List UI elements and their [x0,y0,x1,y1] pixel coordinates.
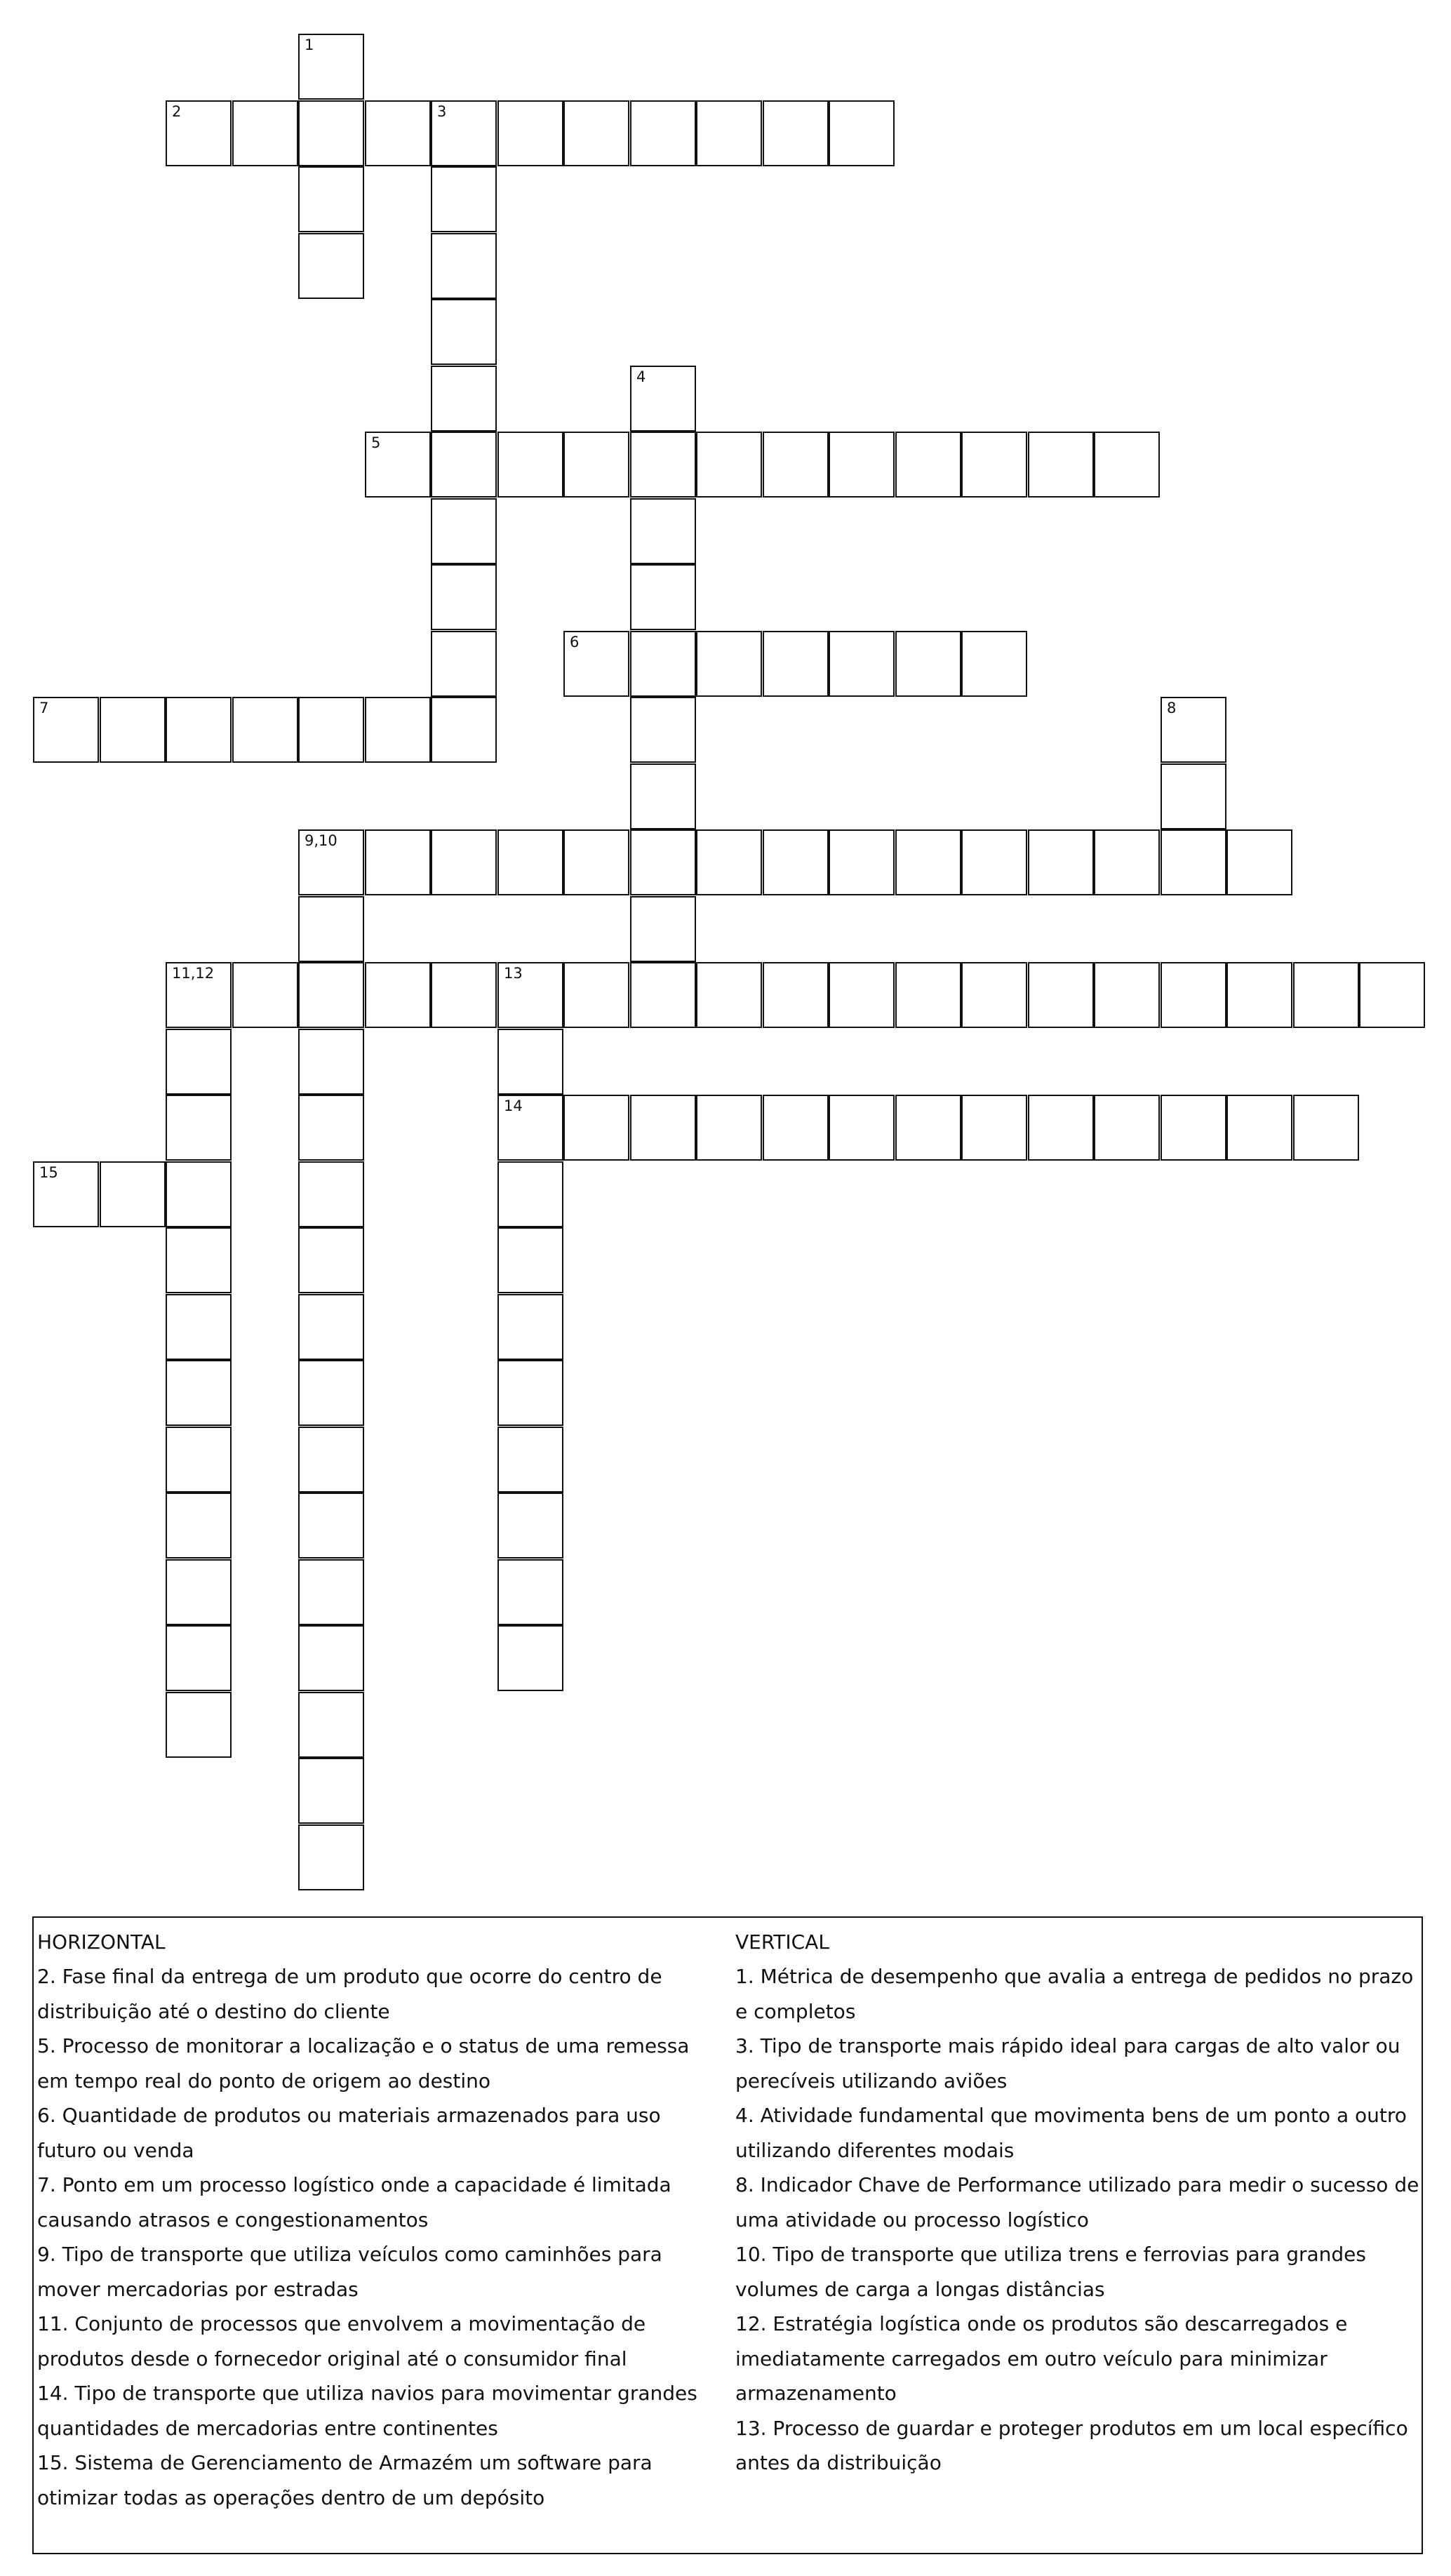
clue-h2: 2. Fase final da entrega de um produto que ocorre do centro de distribuição até o destino do cliente [37,1965,662,2023]
crossword-cell[interactable] [1028,829,1094,895]
crossword-cell[interactable] [232,100,298,166]
crossword-cell[interactable] [298,1294,364,1360]
crossword-cell[interactable] [630,100,696,166]
crossword-cell[interactable] [232,697,298,763]
crossword-cell[interactable] [1028,432,1094,498]
crossword-cell[interactable] [563,829,629,895]
clue-number-num-6: 6 [570,634,580,650]
clue-number-num-11-12: 11,12 [172,965,215,982]
crossword-cell[interactable] [166,1294,232,1360]
clue-v3: 3. Tipo de transporte mais rápido ideal para cargas de alto valor ou perecíveis utilizando aviões [735,2034,1400,2093]
clue-h7: 7. Ponto em um processo logístico onde a capacidade é limitada causando atrasos e congestionamentos [37,2173,671,2231]
crossword-cell[interactable] [298,1029,364,1095]
crossword-cell[interactable] [166,697,232,763]
crossword-cell[interactable] [829,962,895,1028]
crossword-cell[interactable] [298,233,364,299]
clue-v4: 4. Atividade fundamental que movimenta bens de um ponto a outro utilizando diferentes modais [735,2104,1407,2162]
crossword-cell[interactable] [630,829,696,895]
crossword-cell[interactable] [497,100,563,166]
crossword-cell[interactable] [563,1095,629,1161]
clue-h11: 11. Conjunto de processos que envolvem a movimentação de produtos desde o fornecedor original até o consumidor final [37,2312,646,2370]
crossword-cell[interactable] [563,631,629,697]
crossword-cell[interactable] [166,1427,232,1493]
crossword-cell[interactable] [961,1095,1027,1161]
crossword-cell[interactable] [829,829,895,895]
vertical-clue-list [735,1959,1419,2481]
crossword-cell[interactable] [895,432,961,498]
crossword-cell[interactable] [696,631,762,697]
crossword-cell[interactable] [431,233,497,299]
crossword-cell[interactable] [431,166,497,232]
crossword-cell[interactable] [431,962,497,1028]
crossword-cell[interactable] [365,100,431,166]
clue-number-num-13: 13 [504,965,523,982]
crossword-cell[interactable] [961,631,1027,697]
crossword-cell[interactable] [166,1161,232,1227]
crossword-cell[interactable] [166,1360,232,1426]
crossword-cell[interactable] [763,1095,829,1161]
clue-h15: 15. Sistema de Gerenciamento de Armazém um software para otimizar todas as operações dentro de um depósito [37,2451,653,2509]
crossword-cell[interactable] [630,432,696,498]
vertical-clues [735,1925,1419,2481]
crossword-cell[interactable] [961,432,1027,498]
crossword-cell[interactable] [497,962,563,1028]
crossword-cell[interactable] [497,1029,563,1095]
crossword-cell[interactable] [365,432,431,498]
crossword-cell[interactable] [497,1559,563,1625]
crossword-cell[interactable] [829,432,895,498]
clue-number-num-1: 1 [305,36,314,53]
crossword-cell[interactable] [431,366,497,432]
clue-v12: 12. Estratégia logística onde os produtos são descarregados e imediatamente carregados em outro veículo para minimizar armazenamento [735,2312,1348,2405]
crossword-cell[interactable] [431,299,497,365]
crossword-cell[interactable] [298,1095,364,1161]
crossword-cell[interactable] [33,697,99,763]
crossword-cell[interactable] [1161,829,1226,895]
crossword-cell[interactable] [166,1227,232,1293]
crossword-cell[interactable] [298,100,364,166]
clue-number-num-14: 14 [504,1097,523,1114]
crossword-cell[interactable] [298,34,364,100]
crossword-cell[interactable] [166,1692,232,1758]
crossword-cell[interactable] [1161,763,1226,829]
crossword-cell[interactable] [696,1095,762,1161]
crossword-cell[interactable] [1028,962,1094,1028]
crossword-cell[interactable] [431,498,497,564]
crossword-cell[interactable] [763,432,829,498]
crossword-cell[interactable] [696,829,762,895]
crossword-cell[interactable] [298,1559,364,1625]
crossword-cell[interactable] [696,962,762,1028]
crossword-cell[interactable] [895,631,961,697]
crossword-cell[interactable] [1359,962,1425,1028]
crossword-cell[interactable] [763,631,829,697]
clue-number-num-3: 3 [437,103,447,120]
crossword-cell[interactable] [365,829,431,895]
crossword-cell[interactable] [298,1824,364,1890]
crossword-cell[interactable] [431,432,497,498]
crossword-cell[interactable] [33,1161,99,1227]
crossword-cell[interactable] [763,962,829,1028]
clue-number-num-4: 4 [636,368,646,385]
crossword-cell[interactable] [431,564,497,630]
crossword-cell[interactable] [829,631,895,697]
crossword-cell[interactable] [100,1161,166,1227]
crossword-cell[interactable] [1028,1095,1094,1161]
crossword-cell[interactable] [1161,962,1226,1028]
crossword-cell[interactable] [166,1029,232,1095]
clue-h6: 6. Quantidade de produtos ou materiais armazenados para uso futuro ou venda [37,2104,661,2162]
clues-box [32,1916,1423,2554]
crossword-cell[interactable] [961,962,1027,1028]
crossword-cell[interactable] [431,697,497,763]
crossword-cell[interactable] [630,366,696,432]
crossword-cell[interactable] [497,1427,563,1493]
clue-number-num-5: 5 [371,434,381,451]
crossword-cell[interactable] [298,697,364,763]
clue-v1: 1. Métrica de desempenho que avalia a entrega de pedidos no prazo e completos [735,1965,1414,2023]
crossword-cell[interactable] [630,631,696,697]
crossword-cell[interactable] [630,564,696,630]
crossword-cell[interactable] [1161,697,1226,763]
crossword-cell[interactable] [497,1095,563,1161]
crossword-cell[interactable] [1226,962,1292,1028]
crossword-cell[interactable] [100,697,166,763]
crossword-cell[interactable] [563,432,629,498]
crossword-cell[interactable] [630,1095,696,1161]
crossword-cell[interactable] [166,1625,232,1691]
clue-number-num-2: 2 [172,103,182,120]
crossword-cell[interactable] [298,1625,364,1691]
horizontal-clues [37,1925,725,2515]
crossword-cell[interactable] [763,829,829,895]
crossword-cell[interactable] [497,829,563,895]
vertical-heading: VERTICAL [735,1930,829,1954]
crossword-cell[interactable] [630,763,696,829]
crossword-cell[interactable] [166,1559,232,1625]
crossword-cell[interactable] [563,100,629,166]
crossword-cell[interactable] [1094,1095,1160,1161]
crossword-cell[interactable] [166,1493,232,1559]
clue-h9: 9. Tipo de transporte que utiliza veículos como caminhões para mover mercadorias por estradas [37,2243,662,2301]
crossword-cell[interactable] [1293,962,1359,1028]
crossword-cell[interactable] [895,962,961,1028]
crossword-cell[interactable] [563,962,629,1028]
crossword-cell[interactable] [166,962,232,1028]
crossword-cell[interactable] [630,896,696,962]
crossword-cell[interactable] [365,697,431,763]
crossword-cell[interactable] [497,432,563,498]
crossword-cell[interactable] [1161,1095,1226,1161]
crossword-cell[interactable] [497,1161,563,1227]
crossword-cell[interactable] [365,962,431,1028]
crossword-cell[interactable] [696,432,762,498]
clue-h5: 5. Processo de monitorar a localização e o status de uma remessa em tempo real do ponto de origem ao destino [37,2034,690,2093]
clue-h14: 14. Tipo de transporte que utiliza navios para movimentar grandes quantidades de mercadorias entre continentes [37,2382,697,2440]
crossword-cell[interactable] [166,100,232,166]
clue-v10: 10. Tipo de transporte que utiliza trens e ferrovias para grandes volumes de carga a longas distâncias [735,2243,1366,2301]
crossword-cell[interactable] [298,166,364,232]
crossword-cell[interactable] [829,100,895,166]
clue-number-num-15: 15 [39,1164,58,1181]
crossword-cell[interactable] [298,1493,364,1559]
crossword-cell[interactable] [895,1095,961,1161]
crossword-cell[interactable] [763,100,829,166]
crossword-cell[interactable] [298,896,364,962]
crossword-cell[interactable] [630,498,696,564]
clue-number-num-8: 8 [1167,700,1177,716]
crossword-cell[interactable] [497,1360,563,1426]
crossword-cell[interactable] [298,962,364,1028]
crossword-cell[interactable] [431,829,497,895]
crossword-cell[interactable] [1094,962,1160,1028]
crossword-cell[interactable] [497,1227,563,1293]
crossword-cell[interactable] [1094,829,1160,895]
crossword-cell[interactable] [497,1493,563,1559]
crossword-cell[interactable] [630,697,696,763]
crossword-cell[interactable] [298,1161,364,1227]
crossword-cell[interactable] [298,1758,364,1824]
crossword-cell[interactable] [298,1360,364,1426]
crossword-cell[interactable] [298,1692,364,1758]
crossword-cell[interactable] [696,100,762,166]
crossword-cell[interactable] [497,1625,563,1691]
crossword-cell[interactable] [497,1294,563,1360]
horizontal-clue-list [37,1959,725,2515]
clue-v13: 13. Processo de guardar e proteger produtos em um local específico antes da distribuição [735,2416,1408,2474]
crossword-cell[interactable] [1293,1095,1359,1161]
clue-number-num-7: 7 [39,700,49,716]
crossword-cell[interactable] [166,1095,232,1161]
crossword-cell[interactable] [1226,829,1292,895]
crossword-cell[interactable] [431,100,497,166]
crossword-cell[interactable] [232,962,298,1028]
crossword-cell[interactable] [298,1427,364,1493]
crossword-cell[interactable] [630,962,696,1028]
crossword-cell[interactable] [1226,1095,1292,1161]
clue-number-num-9-10: 9,10 [305,832,337,849]
crossword-cell[interactable] [298,829,364,895]
clue-v8: 8. Indicador Chave de Performance utilizado para medir o sucesso de uma atividade ou processo logístico [735,2173,1419,2231]
crossword-cell[interactable] [1094,432,1160,498]
crossword-cell[interactable] [961,829,1027,895]
crossword-cell[interactable] [895,829,961,895]
crossword-cell[interactable] [829,1095,895,1161]
crossword-cell[interactable] [431,631,497,697]
crossword-cell[interactable] [298,1227,364,1293]
horizontal-heading: HORIZONTAL [37,1930,166,1954]
